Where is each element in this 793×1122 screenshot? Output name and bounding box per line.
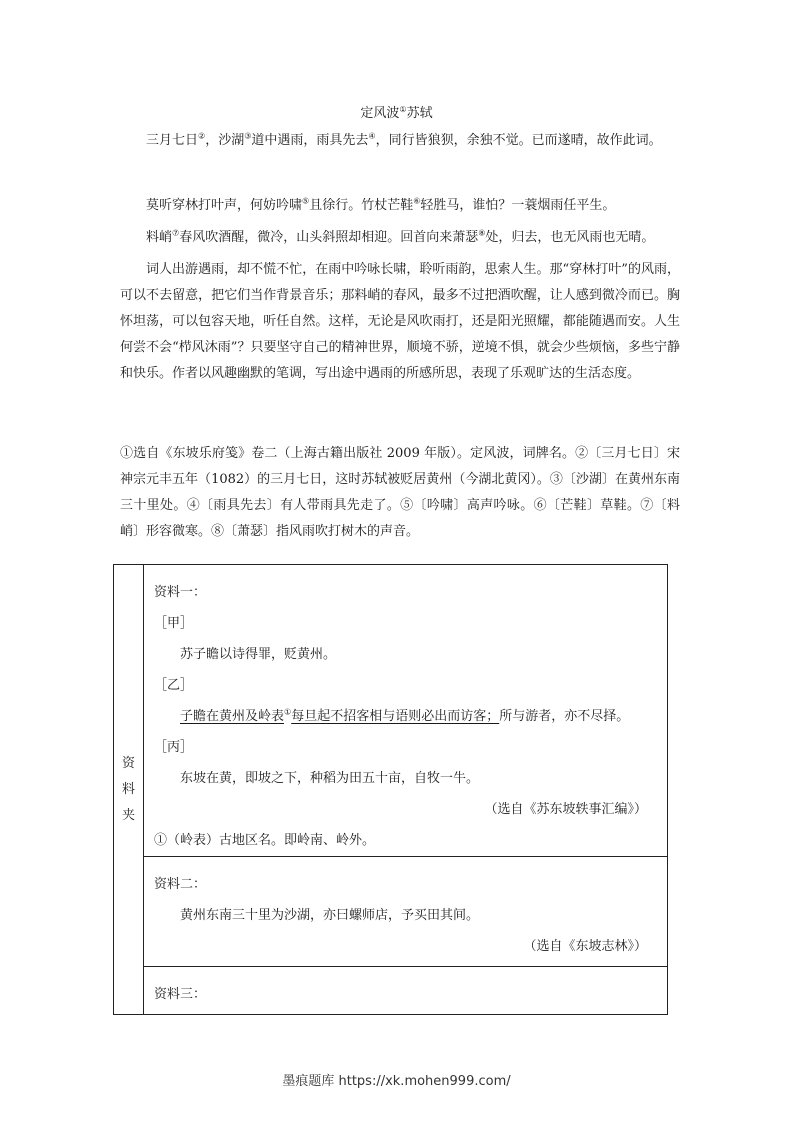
underlined-sentence: 每旦起不招客相与语则必出而访客；	[291, 709, 500, 724]
material-three-cell	[144, 967, 668, 1015]
material-one-cell	[144, 565, 668, 857]
poem-title: 定风波①苏轼	[360, 105, 433, 121]
annotations: ①选自《东坡乐府笺》卷二（上海古籍出版社 2009 年版）。定风波，词牌名。②〔三月七日〕宋神宗元丰五年（1082）的三月七日，这时苏轼被贬居黄州（今湖北黄冈）。③〔沙湖〕在黄州东南三十里处。④〔雨具先去〕有人带雨具先走了。⑤〔吟啸〕高声吟咏。⑥〔芒鞋〕草鞋。⑦〔料峭〕形容微寒。⑧〔萧瑟〕指风雨吹打树木的声音。	[120, 446, 680, 539]
footnote-marker: ④	[368, 131, 376, 141]
footnote-marker: ②	[198, 131, 206, 141]
footnote-marker: ⑤	[302, 196, 310, 206]
material-one-heading: 资料一：	[154, 585, 207, 600]
text-bing: 东坡在黄，即坡之下，种稻为田五十亩，自牧一牛。	[180, 771, 480, 786]
footnote-marker: ⑦	[172, 228, 180, 238]
commentary-paragraph: 词人出游遇雨，却不慌不忙，在雨中吟咏长啸，聆听雨韵，思索人生。那“穿林打叶”的风雨，可以不去留意，把它们当作背景音乐；那料峭的春风，最多不过把酒吹醒，让人感到微冷而已。胸怀坦荡，可以包容天地，听任自然。这样，无论是风吹雨打，还是阳光照耀，都能随遇而安。人生何尝不会“栉风沐雨”？只要坚守自己的精神世界，顺境不骄，逆境不惧，就会少些烦恼，多些宁静和快乐。作者以风趣幽默的笔调，写出途中遇雨的所感所思，表现了乐观旷达的生活态度。	[120, 262, 680, 381]
material-dossier-table	[113, 564, 668, 1015]
footnote-marker: ③	[244, 131, 252, 141]
source-citation: （选自《东坡志林》）	[523, 939, 647, 954]
text-yi: 子瞻在黄州及岭表①每旦起不招客相与语则必出而访客；所与游者，亦不尽择。	[180, 707, 630, 724]
label-yi: ［乙］	[154, 678, 194, 693]
footnote-marker: ①	[399, 105, 407, 114]
underlined-phrase: 子瞻在黄州及岭表	[180, 709, 285, 724]
source-citation: （选自《苏东坡轶事汇编》）	[484, 802, 647, 817]
footnote-marker: ⑧	[478, 228, 486, 238]
poem-preface: 三月七日②，沙湖③道中遇雨，雨具先去④，同行皆狼狈，余独不觉。已而遂晴，故作此词。	[146, 131, 662, 148]
material-two-cell	[144, 857, 668, 967]
footer-watermark: 墨痕题库 https://xk.mohen999.com/	[282, 1074, 511, 1089]
material-two-text: 黄州东南三十里为沙湖，亦曰螺师店，予买田其间。	[180, 908, 480, 923]
label-bing: ［丙］	[154, 740, 194, 755]
material-two-heading: 资料二：	[154, 877, 207, 892]
poem-stanza-1: 莫听穿林打叶声，何妨吟啸⑤且徐行。竹杖芒鞋⑥轻胜马，谁怕？一蓑烟雨任平生。	[146, 196, 616, 213]
text-jia: 苏子瞻以诗得罪，贬黄州。	[180, 647, 337, 662]
poem-author: 苏轼	[406, 106, 433, 121]
label-jia: ［甲］	[154, 616, 194, 631]
footnote-marker: ⑥	[413, 196, 421, 206]
footnote-marker: ①	[284, 707, 292, 717]
dossier-side-label: 资 料 夹	[114, 565, 144, 1015]
material-one-footnote: ①（岭表）古地区名。即岭南、岭外。	[154, 833, 376, 848]
poem-stanza-2: 料峭⑦春风吹酒醒，微冷，山头斜照却相迎。回首向来萧瑟⑧处，归去，也无风雨也无晴。	[146, 228, 655, 245]
material-three-heading: 资料三：	[154, 987, 207, 1002]
